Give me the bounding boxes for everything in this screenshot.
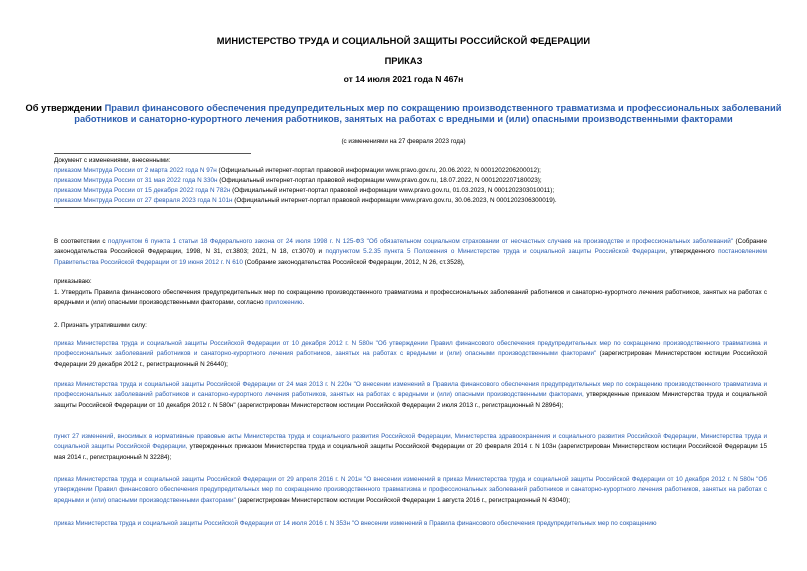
paragraph-text: 1. Утвердить Правила финансового обеспечения предупредительных мер по сокращению производственного травматизма и профессиональных заболеваний работников и санаторно-курортного лечения работников, занятых на работах с вредными и (или) опасными производственными факторами, согласно: [54, 289, 767, 307]
repealed-order-text: утвержденные приказом Министерства труда и социальной защиты Российской Федерации от 10 декабря 2012 г. N 580н" (зарегистрирован Министерством юстиции Российской Федерации 2 июля 2013 г., регистрационный N 28964);: [54, 391, 767, 409]
document-date-number: от 14 июля 2021 года N 467н: [343, 74, 464, 84]
amendment-text: (Официальный интернет-портал правовой информации www.pravo.gov.ru, 01.03.2023, N 0001202303010011);: [230, 187, 555, 194]
amendment-item: [54, 176, 774, 186]
regulation-link[interactable]: подпунктом 5.2.35 пункта 5 Положения о Министерстве труда и социальной защиты Российской Федерации: [325, 248, 666, 256]
amendment-link[interactable]: приказом Минтруда России от 27 февраля 2023 года N 101н: [54, 197, 233, 204]
document-type-heading: ПРИКАЗ: [384, 56, 423, 66]
repealed-order-link[interactable]: приказ Министерства труда и социальной защиты Российской Федерации от 24 мая 2013 г. N 220н "О внесении изменений в Правила финансового обеспечения предупредительных мер по сокращению производственного травматизма и профессиональных заболеваний работников и санаторно-курортного лечения работников, занятых на работах с вредными и (или) опасными производственными факторами,: [54, 381, 767, 399]
ministry-heading: МИНИСТЕРСТВО ТРУДА И СОЦИАЛЬНОЙ ЗАЩИТЫ РОССИЙСКОЙ ФЕДЕРАЦИИ: [216, 36, 591, 46]
repealed-order-text: (зарегистрирован Министерством юстиции Российской Федерации 1 августа 2016 г., регистрационный N 43040);: [235, 496, 571, 504]
appendix-link[interactable]: приложению: [265, 299, 303, 307]
paragraph-text: .: [302, 299, 305, 307]
order-word: приказываю:: [54, 278, 92, 285]
preamble-text: , утвержденного: [665, 248, 719, 256]
title-link[interactable]: Правил финансового обеспечения предупредительных мер по сокращению производственного травматизма и профессиональных заболеваний работников и санаторно-курортного лечения работников, занятых на работах с вредными и (или) опасными производственными факторами: [74, 103, 782, 125]
preamble-text: (Собрание законодательства Российской Федерации, 2012, N 26, ст.3528),: [242, 258, 465, 266]
amendment-text: (Официальный интернет-портал правовой информации www.pravo.gov.ru, 20.06.2022, N 0001202206200012);: [216, 167, 541, 174]
preamble-text: В соответствии с: [54, 238, 109, 245]
repealed-order-link[interactable]: приказ Министерства труда и социальной защиты Российской Федерации от 14 июля 2016 г. N 353н "О внесении изменений в Правила финансового обеспечения предупредительных мер по сокращению: [54, 520, 657, 527]
repealed-item: [54, 519, 767, 529]
title-prefix: Об утверждении: [25, 103, 105, 113]
repealed-order-link[interactable]: пункт 27 изменений, вносимых в нормативные правовые акты Министерства труда и социального развития Российской Федерации, Министерства здравоохранения и социального развития Российской Федерации, Министерства труда и социальной защиты Российской Федерации,: [54, 433, 767, 451]
amendment-link[interactable]: приказом Минтруда России от 31 мая 2022 года N 330н: [54, 177, 218, 184]
repealed-order-text: (зарегистрирован Министерством юстиции Российской Федерации 29 декабря 2012 г., регистрационный N 26440);: [54, 350, 767, 368]
preamble-text: (Собрание законодательства Российской Федерации, 1998, N 31, ст.3803; 2021, N 18, ст.3070) и: [54, 238, 768, 256]
amendments-bottom-divider: [54, 207, 251, 208]
amendment-text: (Официальный интернет-портал правовой информации www.pravo.gov.ru, 18.07.2022, N 0001202207180023);: [217, 177, 542, 184]
amendment-item: [54, 166, 774, 176]
repealed-order-link[interactable]: приказ Министерства труда и социальной защиты Российской Федерации от 10 декабря 2012 г. N 580н "Об утверждении Правил финансового обеспечения предупредительных мер по сокращению производственного травматизма и профессиональных заболеваний работников и санаторно-курортного лечения работников, занятых на работах с вредными и (или) опасными производственными факторами": [54, 340, 767, 358]
amendment-item: [54, 186, 774, 196]
paragraph-1: [54, 288, 767, 309]
amendments-list: [54, 156, 774, 206]
amendment-link[interactable]: приказом Минтруда России от 2 марта 2022 года N 97н: [54, 167, 217, 174]
repealed-item: [54, 432, 767, 463]
amendments-intro: Документ с изменениями, внесенными:: [54, 157, 171, 164]
law-link[interactable]: подпунктом 6 пункта 1 статьи 18 Федерального закона от 24 июля 1998 г. N 125-ФЗ "Об обязательном социальном страховании от несчастных случаев на производстве и профессиональных заболеваний": [108, 238, 733, 245]
repealed-order-text: утвержденных приказом Министерства труда и социальной защиты Российской Федерации от 20 февраля 2014 г. N 103н (зарегистрирован Министерством юстиции Российской Федерации 15 мая 2014 г., регистрационный N 32284);: [54, 443, 767, 461]
resolution-link[interactable]: постановлением Правительства Российской Федерации от 19 июня 2012 г. N 610: [54, 248, 767, 266]
preamble-paragraph: [54, 237, 767, 268]
repealed-item: [54, 339, 767, 370]
repealed-item: [54, 380, 767, 411]
repealed-item: [54, 475, 767, 506]
amendment-note: (с изменениями на 27 февраля 2023 года): [341, 138, 466, 145]
document-title: [18, 103, 789, 126]
amendments-top-divider: [54, 153, 251, 154]
paragraph-2: 2. Признать утратившими силу:: [54, 322, 147, 329]
amendment-item: [54, 196, 774, 206]
amendment-text: (Официальный интернет-портал правовой информации www.pravo.gov.ru, 30.06.2023, N 0001202306300019).: [232, 197, 557, 204]
repealed-order-link[interactable]: приказ Министерства труда и социальной защиты Российской Федерации от 29 апреля 2016 г. N 201н "О внесении изменений в приказ Министерства труда и социальной защиты Российской Федерации от 10 декабря 2012 г. N 580н "Об утверждении Правил финансового обеспечения предупредительных мер по сокращению производственного травматизма и профессиональных заболеваний работников и санаторно-курортного лечения работников, занятых на работах с вредными и (или) опасными производственными факторами": [54, 476, 767, 504]
amendment-link[interactable]: приказом Минтруда России от 15 декабря 2022 года N 782н: [54, 187, 231, 194]
